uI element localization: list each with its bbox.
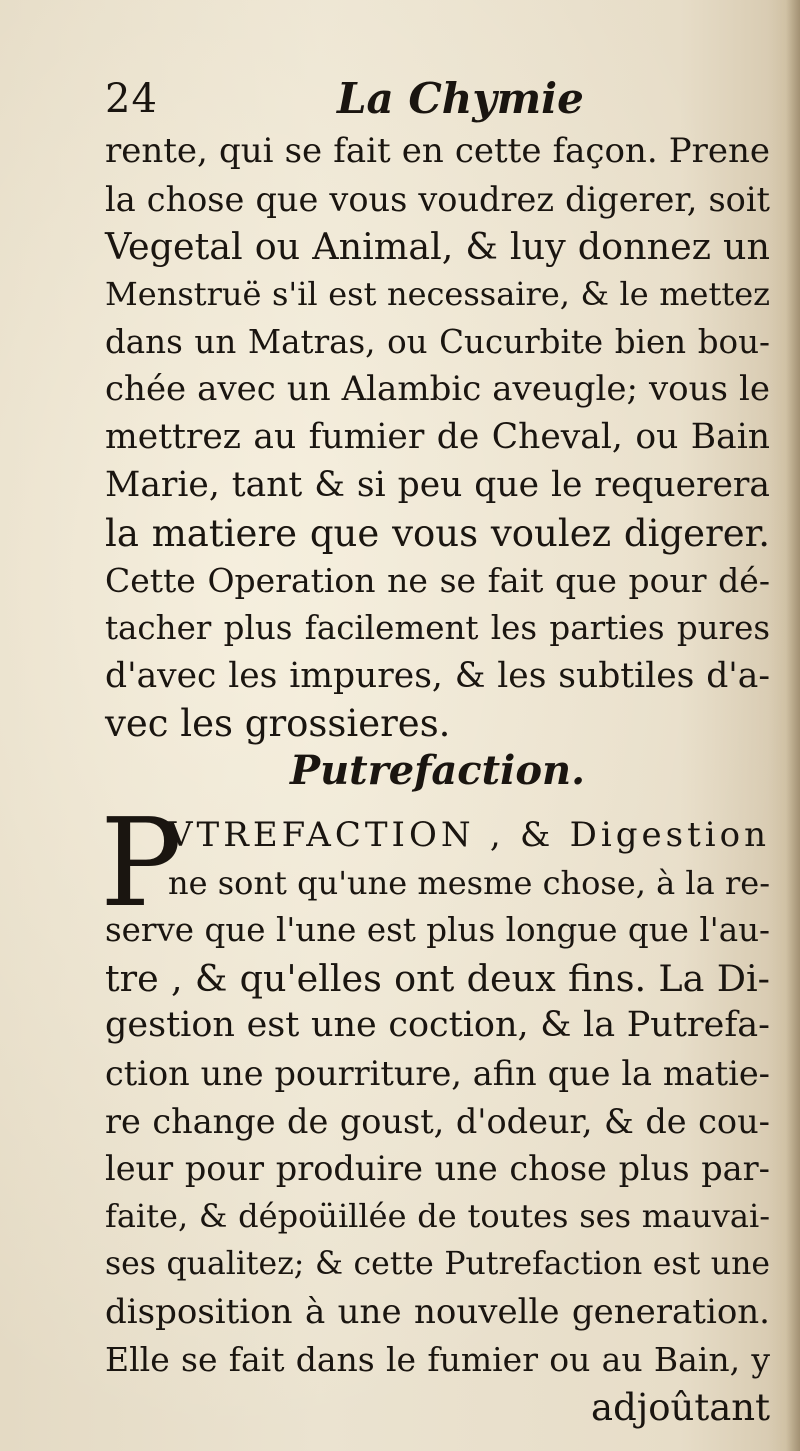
paragraph-putrefaction bbox=[105, 907, 770, 1432]
text-line: la chose que vous voudrez digerer, soit bbox=[105, 179, 770, 219]
text-line: re change de goust, d'odeur, & de cou- bbox=[105, 1101, 770, 1141]
text-line: ction une pourriture, afin que la matie- bbox=[105, 1054, 770, 1094]
text-line: Elle se fait dans le fumier ou au Bain, y bbox=[105, 1340, 770, 1380]
text-line: rente, qui se fait en cette façon. Prene bbox=[105, 131, 770, 171]
paragraph-digestion bbox=[105, 128, 770, 748]
text-line: faite, & dépoüillée de toutes ses mauvai- bbox=[105, 1197, 770, 1236]
text-line: chée avec un Alambic aveugle; vous le bbox=[105, 369, 770, 410]
text-line: mettrez au fumier de Cheval, ou Bain bbox=[105, 417, 770, 458]
text-line: tacher plus facilement les parties pures bbox=[105, 608, 770, 647]
section-heading: Putrefaction. bbox=[290, 747, 585, 794]
text-line: vec les grossieres. bbox=[105, 702, 451, 746]
text-line: dans un Matras, ou Cucurbite bien bou- bbox=[105, 322, 770, 361]
text-line: d'avec les impures, & les subtiles d'a- bbox=[105, 655, 770, 696]
catchword: adjoûtant bbox=[591, 1385, 770, 1429]
page-edge-shadow bbox=[786, 0, 800, 1451]
text-line: disposition à une nouvelle generation. bbox=[105, 1291, 770, 1332]
text-line: ne sont qu'une mesme chose, à la re- bbox=[168, 863, 770, 902]
text-line: serve que l'une est plus longue que l'au- bbox=[105, 911, 770, 949]
text-line: la matiere que vous voulez digerer. bbox=[105, 511, 770, 555]
text-line: Cette Operation ne se fait que pour dé- bbox=[105, 561, 770, 601]
text-line: Menstruë s'il est necessaire, & le mettez bbox=[105, 275, 770, 314]
text-line: ses qualitez; & cette Putrefaction est une bbox=[105, 1245, 770, 1282]
text-line: tre , & qu'elles ont deux fins. La Di- bbox=[105, 956, 770, 1000]
text-line: gestion est une coction, & la Putrefa- bbox=[105, 1005, 770, 1046]
running-title: La Chymie bbox=[337, 74, 584, 123]
page-number: 24 bbox=[105, 76, 158, 122]
drop-cap: P bbox=[100, 792, 183, 934]
text-line: leur pour produire une chose plus par- bbox=[105, 1149, 770, 1189]
text-line: VTREFACTION , & Digestion bbox=[168, 815, 770, 855]
text-line: Marie, tant & si peu que le requerera bbox=[105, 464, 770, 505]
paragraph-putrefaction-opening bbox=[168, 812, 770, 907]
text-line: Vegetal ou Animal, & luy donnez un bbox=[105, 225, 770, 269]
